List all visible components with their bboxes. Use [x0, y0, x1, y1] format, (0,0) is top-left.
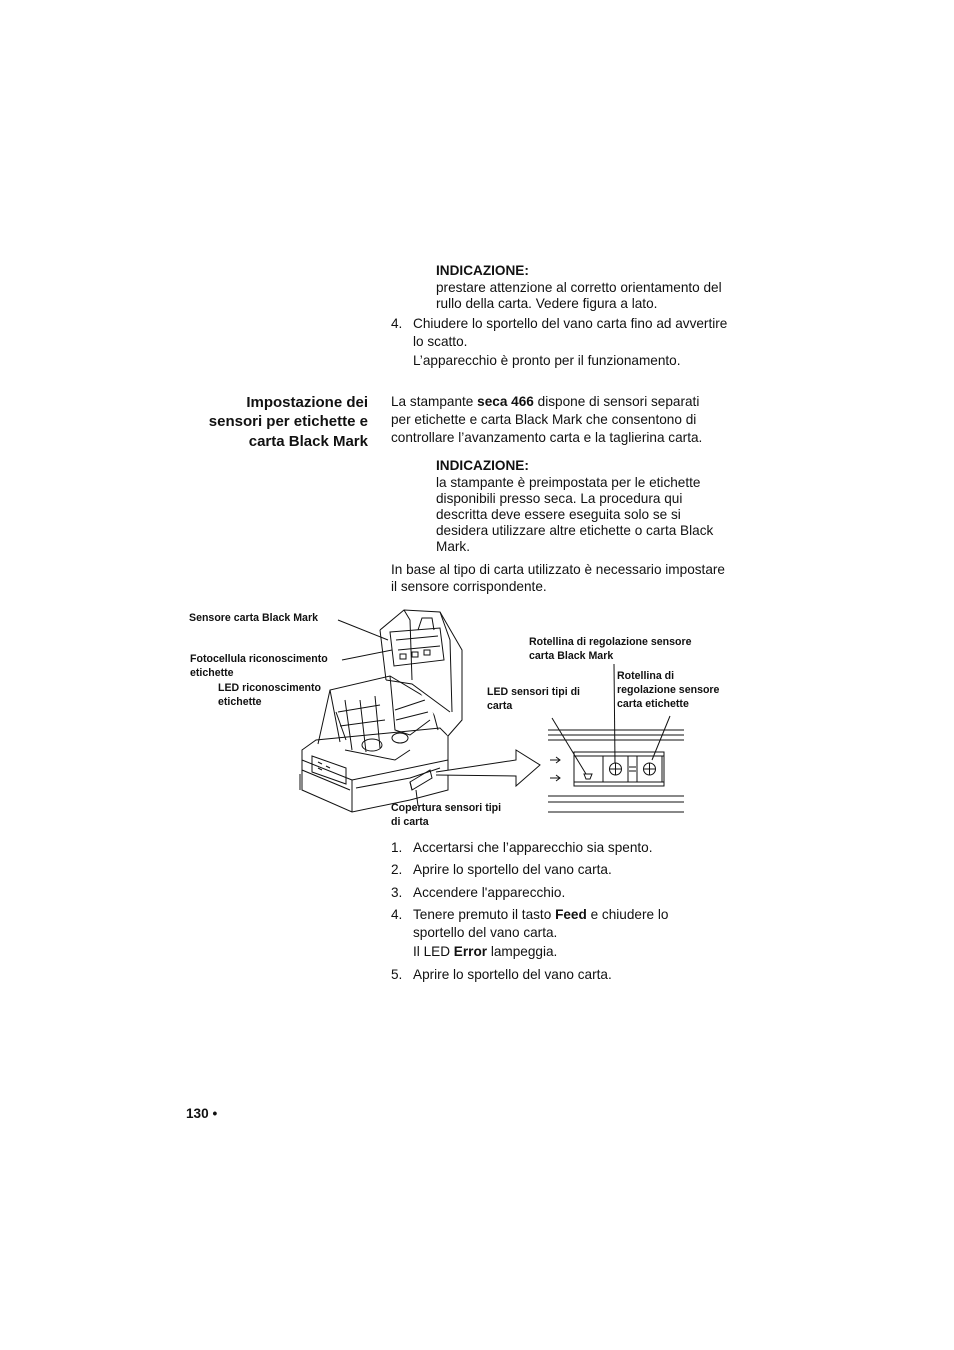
figure-label-led-label: LED riconoscimento [218, 682, 322, 694]
step-number: 3. [391, 885, 403, 900]
figure-label-photocell: Fotocellula riconoscimento [190, 653, 328, 665]
step-number: 5. [391, 967, 403, 982]
step-text: Aprire lo sportello del vano carta. [413, 862, 612, 877]
figure-label-led-label: etichette [218, 696, 262, 708]
intro-line: controllare l’avanzamento carta e la taglierina carta. [391, 430, 703, 445]
step-number: 4. [391, 316, 403, 331]
figure-label-led-paper-types: carta [487, 700, 513, 712]
figure-label-sensor-cover: di carta [391, 816, 429, 828]
figure-label-sensor-cover: Copertura sensori tipi [391, 802, 502, 814]
intro-line: La stampante seca 466 dispone di sensori separati [391, 394, 700, 409]
step-number: 4. [391, 907, 403, 922]
figure-label-wheel-labels: regolazione sensore [617, 684, 720, 696]
note-text-line: la stampante è preimpostata per le etichette [436, 475, 701, 490]
figure-label-wheel-black-mark: Rotellina di regolazione sensore [529, 636, 692, 648]
error-led-label: Error [453, 944, 488, 959]
page-number: 130 • [186, 1106, 218, 1121]
section-heading-line: carta Black Mark [248, 433, 368, 450]
note-text-line: desidera utilizzare altre etichette o carta Black [436, 523, 714, 538]
paragraph-line: il sensore corrispondente. [391, 579, 547, 594]
note-text-line: disponibili presso seca. La procedura qui [436, 491, 683, 506]
figure-label-wheel-labels: Rotellina di [617, 670, 675, 682]
step-result: L’apparecchio è pronto per il funzionamento. [413, 353, 681, 368]
step-text: lo scatto. [413, 334, 468, 349]
note-title: INDICAZIONE: [436, 458, 529, 473]
note-text-line: descritta deve essere eseguita solo se si [436, 507, 681, 522]
step-text: Tenere premuto il tasto Feed e chiudere lo [413, 907, 669, 922]
figure-label-wheel-labels: carta etichette [617, 698, 689, 710]
feed-key-label: Feed [555, 907, 587, 922]
step-result: Il LED Error lampeggia. [413, 944, 558, 959]
step-text: Aprire lo sportello del vano carta. [413, 967, 612, 982]
brand-name: seca 466 [477, 394, 534, 409]
paragraph-line: In base al tipo di carta utilizzato è necessario impostare [391, 562, 725, 577]
intro-line: per etichette e carta Black Mark che consentono di [391, 412, 697, 427]
figure-label-led-paper-types: LED sensori tipi di [487, 686, 581, 698]
note-text-line: prestare attenzione al corretto orientamento del [436, 280, 722, 295]
step-number: 2. [391, 862, 403, 877]
figure-label-wheel-black-mark: carta Black Mark [529, 650, 614, 662]
note-text-line: rullo della carta. Vedere figura a lato. [436, 296, 658, 311]
figure-label-black-mark-sensor: Sensore carta Black Mark [189, 612, 318, 624]
section-heading-line: sensori per etichette e [208, 413, 368, 430]
step-text: Chiudere lo sportello del vano carta fino ad avvertire [413, 316, 728, 331]
note-title: INDICAZIONE: [436, 263, 529, 278]
note-text-line: Mark. [436, 539, 470, 554]
figure-label-photocell: etichette [190, 667, 234, 679]
step-text: Accertarsi che l’apparecchio sia spento. [413, 840, 653, 855]
section-heading-line: Impostazione dei [246, 394, 368, 411]
step-text: sportello del vano carta. [413, 925, 558, 940]
step-text: Accendere l'apparecchio. [413, 885, 566, 900]
step-number: 1. [391, 840, 403, 855]
